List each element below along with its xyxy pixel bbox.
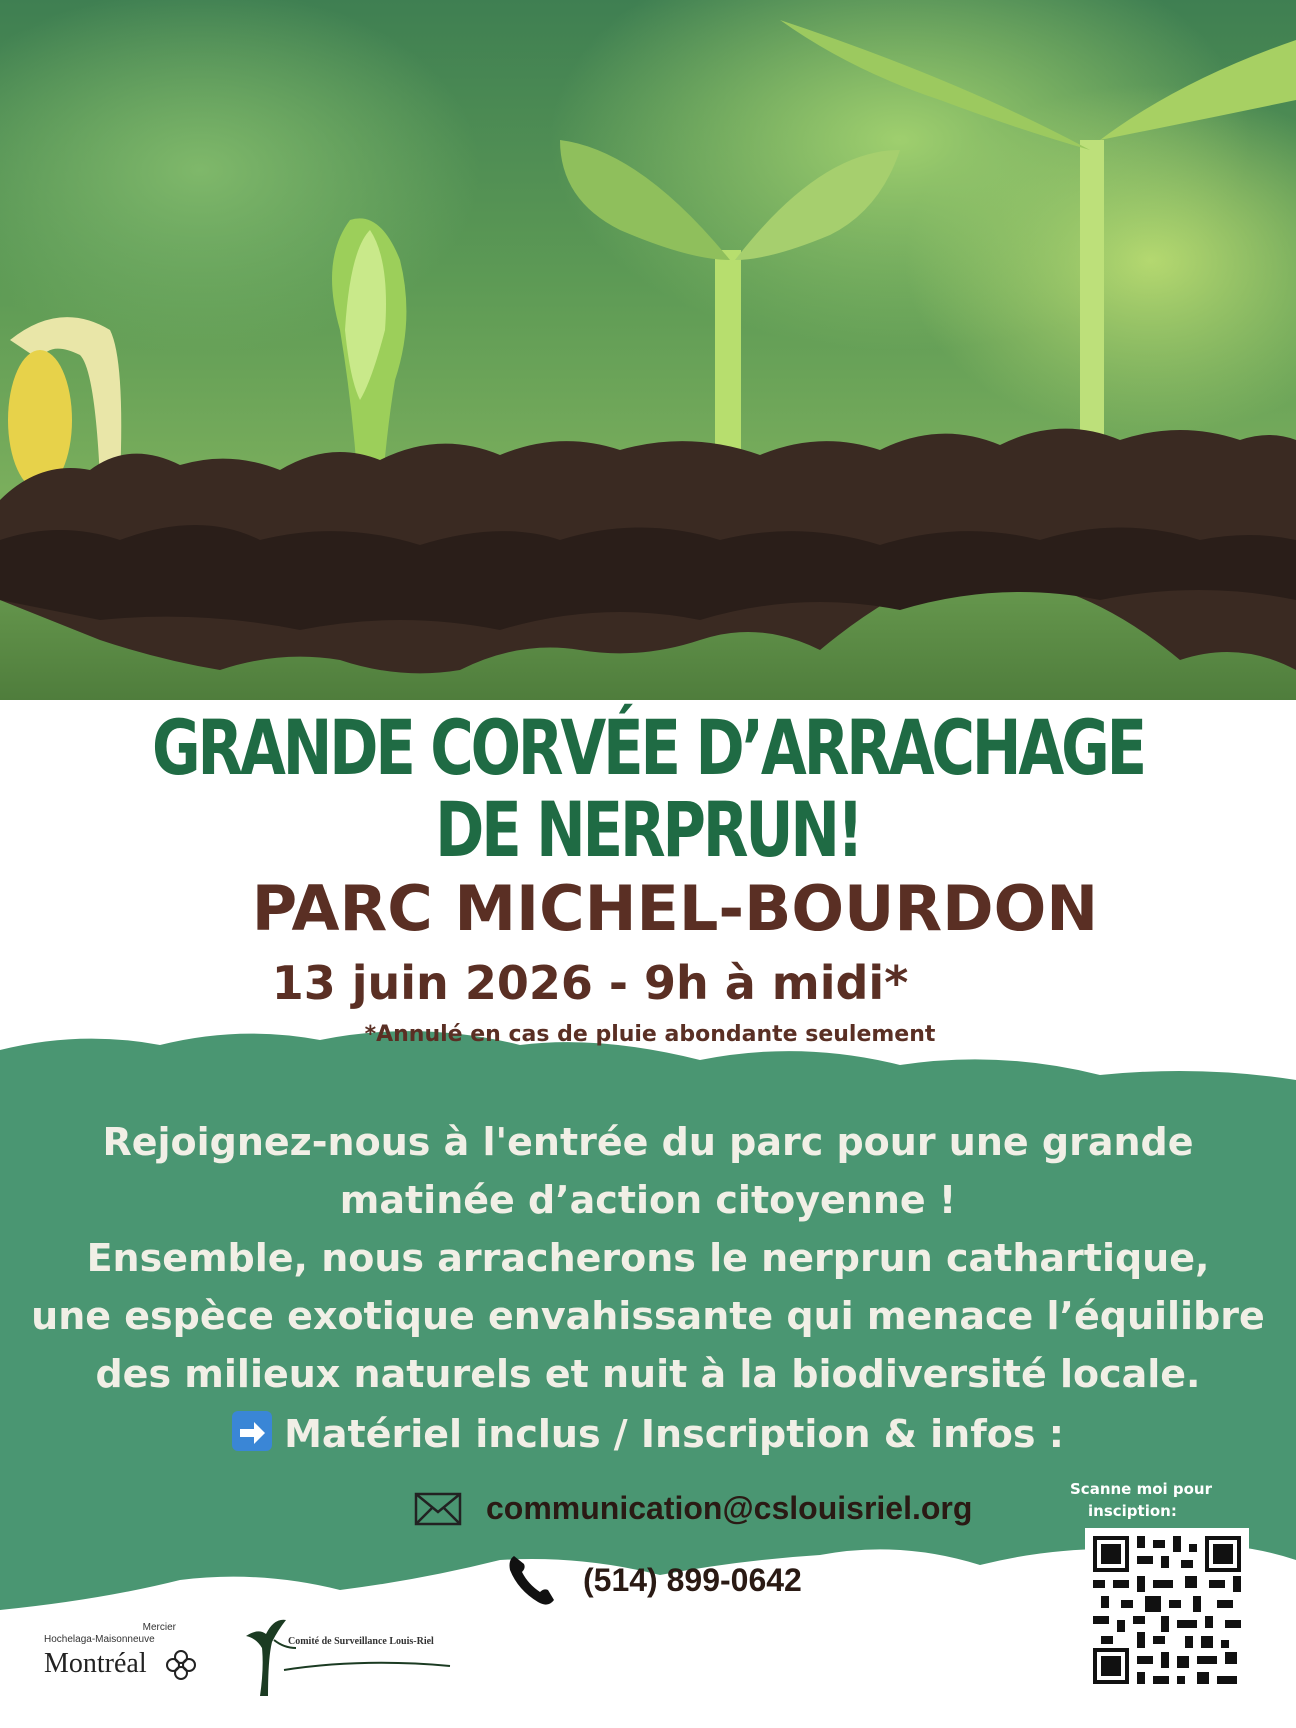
rain-note: *Annulé en cas de pluie abondante seulement (364, 1022, 936, 1047)
body-line-3: Ensemble, nous arracherons le nerprun cathartique, (86, 1236, 1210, 1280)
arrow-right-icon (232, 1411, 272, 1451)
park-name: PARC MICHEL-BOURDON (251, 872, 1099, 945)
montreal-logo-small-2: Hochelaga-Maisonneuve (44, 1634, 155, 1645)
qr-code-icon[interactable] (1085, 1528, 1249, 1692)
qr-caption (1070, 1478, 1250, 1522)
body-line-5: des milieux naturels et nuit à la biodiversité locale. (95, 1352, 1201, 1396)
phone-number[interactable]: (514) 899-0642 (583, 1562, 802, 1598)
headline-line-1: GRANDE CORVÉE D’ARRACHAGE (151, 703, 1145, 792)
email-link[interactable]: communication@cslouisriel.org (486, 1490, 973, 1526)
phone-icon (506, 1552, 558, 1612)
montreal-logo-name: Montréal (44, 1648, 147, 1679)
csl-logo-swoosh (282, 1656, 452, 1676)
csl-logo (238, 1608, 458, 1698)
csl-logo-name: Comité de Surveillance Louis-Riel (288, 1636, 434, 1647)
body-line-2: matinée d’action citoyenne ! (339, 1178, 957, 1222)
montreal-logo (40, 1622, 210, 1682)
qr-caption-line-2: insciption: (1088, 1502, 1177, 1520)
envelope-icon (414, 1492, 462, 1530)
body-line-1: Rejoignez-nous à l'entrée du parc pour une grande (102, 1120, 1194, 1164)
qr-caption-line-1: Scanne moi pour (1070, 1480, 1212, 1498)
montreal-logo-small-1: Mercier (142, 1622, 176, 1633)
materiel-label: Matériel inclus / Inscription & infos : (284, 1412, 1064, 1456)
flower-icon (164, 1648, 198, 1682)
tree-icon (238, 1608, 298, 1698)
body-line-4: une espèce exotique envahissante qui menace l’équilibre (31, 1294, 1265, 1338)
event-date: 13 juin 2026 - 9h à midi* (271, 956, 909, 1010)
headline-line-2: DE NERPRUN! (435, 785, 861, 874)
materiel-line (0, 1405, 1296, 1463)
